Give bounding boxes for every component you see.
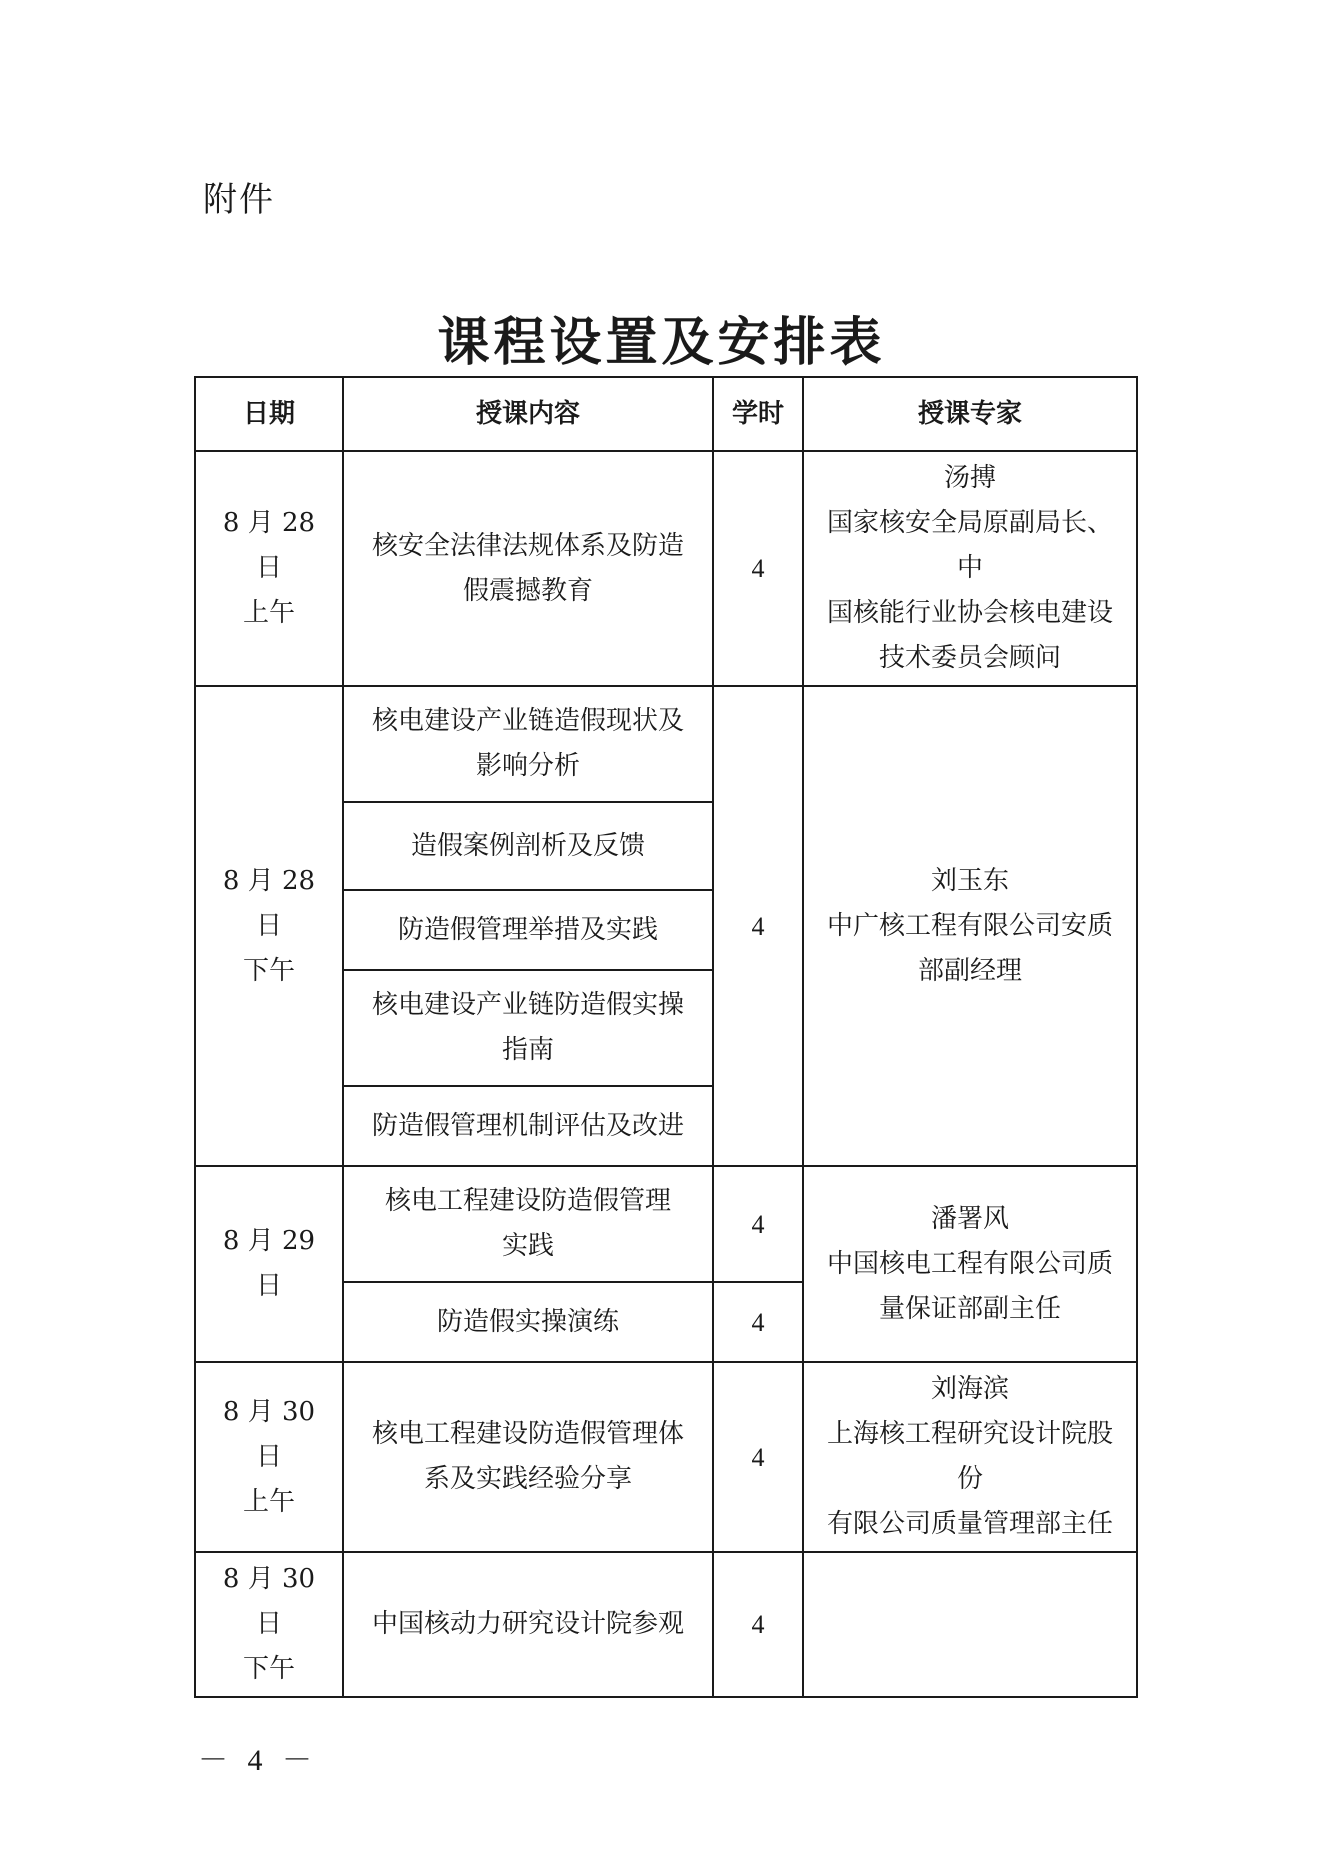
- table-header-row: [195, 377, 1137, 451]
- content-cell: [343, 970, 713, 1086]
- date-cell: [195, 686, 343, 1166]
- content-text: 核电建设产业链造假现状及: [371, 706, 684, 736]
- date-cell: [195, 1362, 343, 1552]
- expert-title: 部副经理: [917, 955, 1022, 986]
- time-of-day-text: 下午: [242, 955, 295, 986]
- expert-cell: [803, 451, 1137, 686]
- expert-title: 国核能行业协会核电建设: [826, 598, 1113, 628]
- content-text: 防造假管理机制评估及改进: [371, 1110, 684, 1141]
- content-text: 影响分析: [475, 751, 580, 781]
- content-cell: [343, 1362, 713, 1552]
- content-text: 造假案例剖析及反馈: [410, 830, 645, 861]
- time-of-day-text: 上午: [242, 1486, 295, 1517]
- expert-title: 国家核安全局原副局长、中: [826, 508, 1113, 583]
- expert-name: 潘署风: [930, 1203, 1009, 1234]
- content-text: 防造假管理举措及实践: [397, 914, 658, 945]
- table-row: [195, 686, 1137, 802]
- date-text: 8 月 30 日: [222, 1564, 316, 1639]
- expert-title: 技术委员会顾问: [878, 643, 1061, 673]
- date-text: 8 月 28 日: [222, 865, 316, 941]
- content-text: 假震撼教育: [462, 575, 593, 606]
- date-cell: [195, 1166, 343, 1362]
- date-cell: [195, 451, 343, 686]
- expert-cell: [803, 1166, 1137, 1362]
- expert-cell: [803, 686, 1137, 1166]
- table-row: [195, 451, 1137, 686]
- table-row: [195, 1552, 1137, 1697]
- content-cell: [343, 451, 713, 686]
- date-text: 8 月 28 日: [222, 508, 316, 583]
- content-cell: [343, 890, 713, 970]
- expert-name: 刘海滨: [930, 1374, 1009, 1404]
- date-text: 8 月 30 日: [222, 1396, 316, 1472]
- expert-title: 上海核工程研究设计院股份: [826, 1419, 1113, 1494]
- content-cell: [343, 1166, 713, 1282]
- date-text: 8 月 29 日: [222, 1226, 316, 1301]
- content-text: 核安全法律法规体系及防造: [371, 530, 684, 561]
- expert-cell: [803, 1362, 1137, 1552]
- content-cell: [343, 686, 713, 802]
- expert-name: 汤搏: [943, 463, 996, 493]
- expert-title: 量保证部副主任: [878, 1293, 1061, 1324]
- header-hours: 学时: [713, 377, 803, 451]
- content-text: 实践: [501, 1231, 554, 1261]
- hours-cell: 4: [713, 1362, 803, 1552]
- content-cell: [343, 1282, 713, 1362]
- attachment-label: 附件: [203, 180, 275, 220]
- content-text: 防造假实操演练: [436, 1306, 619, 1337]
- header-content: 授课内容: [343, 377, 713, 451]
- time-of-day-text: 下午: [242, 1654, 295, 1684]
- time-of-day-text: 上午: [242, 598, 295, 628]
- content-text: 系及实践经验分享: [423, 1464, 632, 1494]
- page-number: － 4 －: [198, 1744, 318, 1777]
- expert-title: 有限公司质量管理部主任: [826, 1509, 1113, 1539]
- expert-title: 中广核工程有限公司安质: [826, 910, 1113, 941]
- content-text: 核电工程建设防造假管理: [384, 1186, 671, 1216]
- table-row: [195, 1362, 1137, 1552]
- hours-cell: 4: [713, 1552, 803, 1697]
- header-expert: 授课专家: [803, 377, 1137, 451]
- content-cell: [343, 1086, 713, 1166]
- content-cell: [343, 1552, 713, 1697]
- content-text: 指南: [501, 1035, 554, 1065]
- content-text: 核电建设产业链防造假实操: [371, 990, 684, 1020]
- hours-cell: 4: [713, 1282, 803, 1362]
- header-date: 日期: [195, 377, 343, 451]
- hours-cell: 4: [713, 451, 803, 686]
- content-text: 核电工程建设防造假管理体: [371, 1419, 684, 1449]
- course-schedule-table: [194, 376, 1138, 1698]
- hours-cell: 4: [713, 1166, 803, 1282]
- content-text: 中国核动力研究设计院参观: [371, 1609, 684, 1639]
- date-cell: [195, 1552, 343, 1697]
- expert-cell: [803, 1552, 1137, 1697]
- table-row: [195, 1166, 1137, 1282]
- expert-title: 中国核电工程有限公司质: [826, 1248, 1113, 1279]
- content-cell: [343, 802, 713, 890]
- expert-name: 刘玉东: [930, 865, 1009, 896]
- hours-cell: 4: [713, 686, 803, 1166]
- document-title: 课程设置及安排表: [437, 312, 886, 373]
